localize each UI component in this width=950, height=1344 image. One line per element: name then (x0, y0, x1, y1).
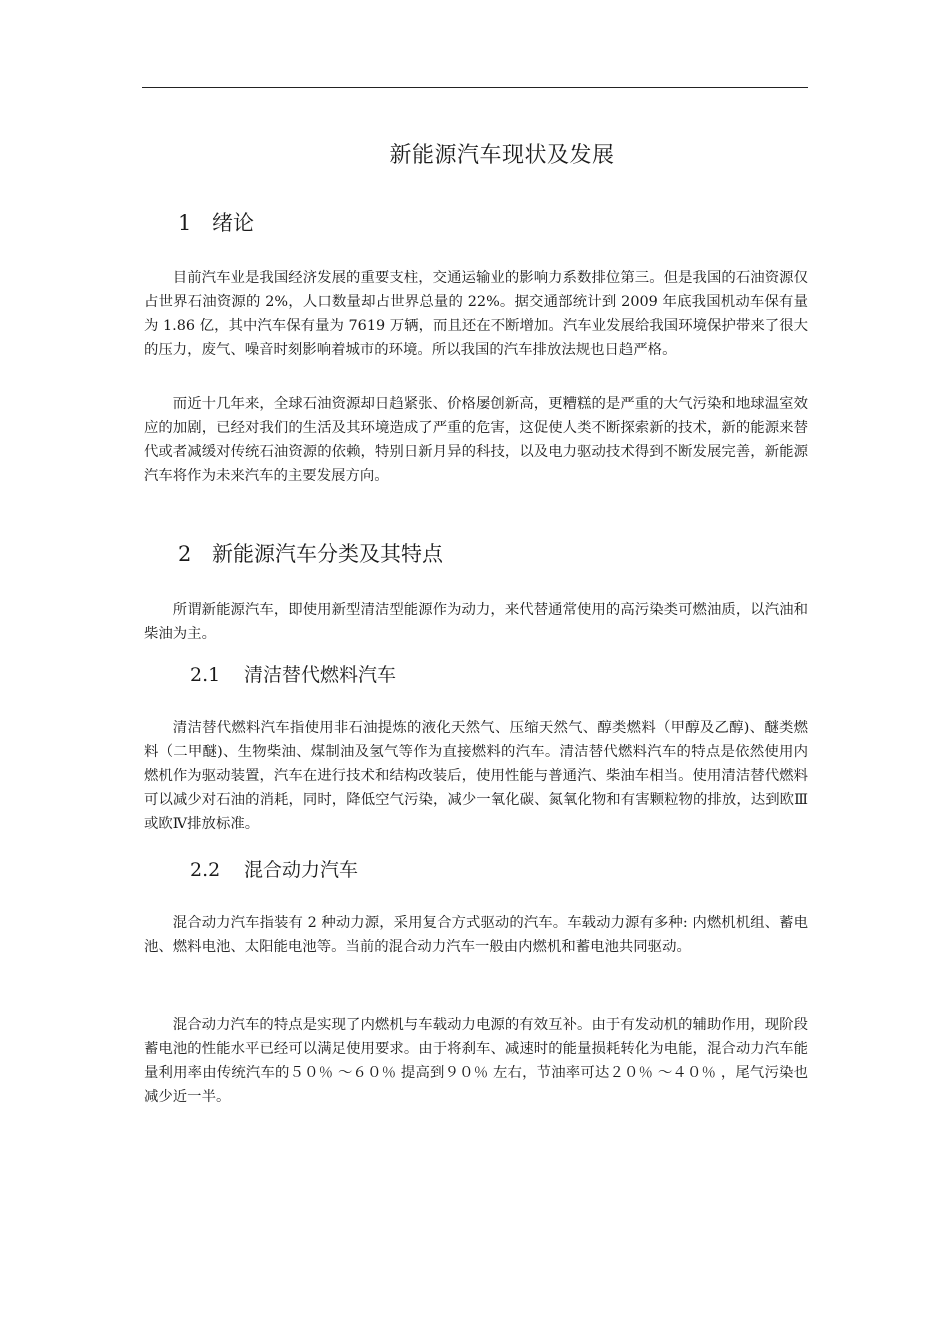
paragraph: 所谓新能源汽车，即使用新型清洁型能源作为动力，来代替通常使用的高污染类可燃油质，以汽油和柴油为主。 (144, 602, 808, 642)
header-rule (142, 87, 808, 88)
paragraph: 混合动力汽车的特点是实现了内燃机与车载动力电源的有效互补。由于有发动机的辅助作用，现阶段蓄电池的性能水平已经可以满足使用要求。由于将刹车、减速时的能量损耗转化为电能，混合动力汽车能量利用率由传统汽车的５０％ ～６０％ 提高到９０％ 左右，节油率可达２０％ ～４０％ ，尾气污染也减少近一半。 (144, 1017, 808, 1105)
section-2-heading (178, 538, 443, 568)
section-title: 新能源汽车分类及其特点 (212, 542, 443, 566)
paragraph: 而近十几年来，全球石油资源却日趋紧张、价格屡创新高，更糟糕的是严重的大气污染和地球温室效应的加剧，已经对我们的生活及其环境造成了严重的危害，这促使人类不断探索新的技术，新的能源来替代或者减缓对传统石油资源的依赖，特别日新月异的科技，以及电力驱动技术得到不断发展完善，新能源汽车将作为未来汽车的主要发展方向。 (144, 396, 808, 484)
section-number: 2 (178, 542, 192, 566)
document-title: 新能源汽车现状及发展 (389, 143, 615, 168)
subsection-number: 2.1 (190, 664, 221, 686)
paragraph: 目前汽车业是我国经济发展的重要支柱，交通运输业的影响力系数排位第三。但是我国的石油资源仅占世界石油资源的 2%，人口数量却占世界总量的 22%。据交通部统计到 2009 年底我国机动车保有量为 1.86 亿，其中汽车保有量为 7619 万辆，而且还在不断增加。汽车业发展给我国环境保护带来了很大的压力，废气、噪音时刻影响着城市的环境。所以我国的汽车排放法规也日趋严格。 (144, 270, 808, 358)
section-1-heading (178, 207, 254, 237)
section-title: 绪论 (212, 211, 254, 235)
subsection-title: 混合动力汽车 (244, 859, 359, 881)
subsection-number: 2.2 (190, 859, 221, 881)
paragraph: 清洁替代燃料汽车指使用非石油提炼的液化天然气、压缩天然气、醇类燃料（甲醇及乙醇)、醚类燃料（二甲醚)、生物柴油、煤制油及氢气等作为直接燃料的汽车。清洁替代燃料汽车的特点是依然使用内燃机作为驱动装置，汽车在进行技术和结构改装后，使用性能与普通汽、柴油车相当。使用清洁替代燃料可以减少对石油的消耗，同时，降低空气污染，减少一氧化碳、氮氧化物和有害颗粒物的排放，达到欧Ⅲ或欧Ⅳ排放标准。 (144, 720, 808, 832)
section-number: 1 (178, 211, 192, 235)
subsection-2-2-heading (190, 855, 358, 882)
paragraph: 混合动力汽车指装有 2 种动力源，采用复合方式驱动的汽车。车载动力源有多种: 内燃机机组、蓄电池、燃料电池、太阳能电池等。当前的混合动力汽车一般由内燃机和蓄电池共同驱动。 (144, 915, 808, 955)
subsection-2-1-heading (190, 660, 396, 687)
subsection-title: 清洁替代燃料汽车 (244, 664, 397, 686)
